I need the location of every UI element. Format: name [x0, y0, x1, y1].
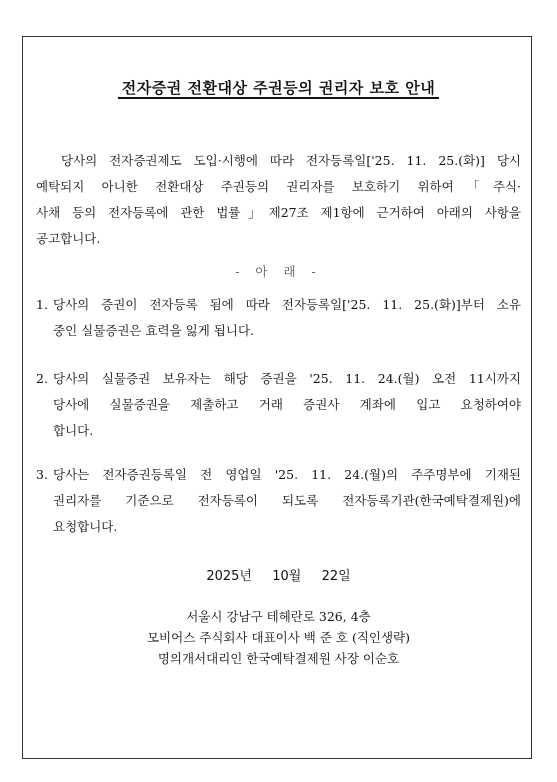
notice-item-1	[36, 292, 521, 344]
item-line: 당사는 전자증권등록일 전 영업일 '25. 11. 24.(월)의 주주명부에 기재된	[53, 467, 521, 482]
item-number: 2.	[36, 371, 48, 386]
item-line: 요청합니다.	[53, 519, 118, 534]
intro-line: 사채 등의 전자등록에 관한 법률」제27조 제1항에 근거하여 아래의 사항을	[36, 205, 521, 220]
item-line: 권리자를 기준으로 전자등록이 되도록 전자등록기관(한국예탁결제원)에	[53, 493, 521, 508]
section-separator: - 아 래 -	[235, 264, 322, 279]
intro-paragraph	[36, 148, 521, 252]
item-line: 당사에 실물증권을 제출하고 거래 증권사 계좌에 입고 요청하여야	[53, 397, 521, 412]
item-number: 3.	[36, 467, 48, 482]
intro-line: 예탁되지 아니한 전환대상 주권등의 권리자를 보호하기 위하여「주식·	[36, 179, 521, 194]
item-line: 당사의 증권이 전자등록 됨에 따라 전자등록일['25. 11. 25.(화)]부터 소유	[53, 297, 521, 312]
intro-line: 당사의 전자증권제도 도입·시행에 따라 전자등록일['25. 11. 25.(화)] 당시	[61, 153, 521, 168]
company-address: 서울시 강남구 테헤란로 326, 4층	[186, 609, 371, 624]
notice-item-3	[36, 462, 521, 540]
item-line: 당사의 실물증권 보유자는 해당 증권을 '25. 11. 24.(월) 오전 11시까지	[53, 371, 521, 386]
item-number: 1.	[36, 297, 48, 312]
item-line: 중인 실물증권은 효력을 잃게 됩니다.	[53, 323, 254, 338]
transfer-agent: 명의개서대리인 한국예탁결제원 사장 이순호	[157, 651, 400, 666]
item-line: 합니다.	[53, 423, 94, 438]
issuer-block	[0, 606, 557, 669]
intro-line: 공고합니다.	[36, 231, 101, 246]
notice-item-2	[36, 366, 521, 444]
notice-date: 2025년 10월 22일	[206, 569, 351, 584]
company-representative: 모비어스 주식회사 대표이사 백 준 호 (직인생략)	[146, 630, 411, 645]
document-title: 전자증권 전환대상 주권등의 권리자 보호 안내	[0, 77, 557, 98]
